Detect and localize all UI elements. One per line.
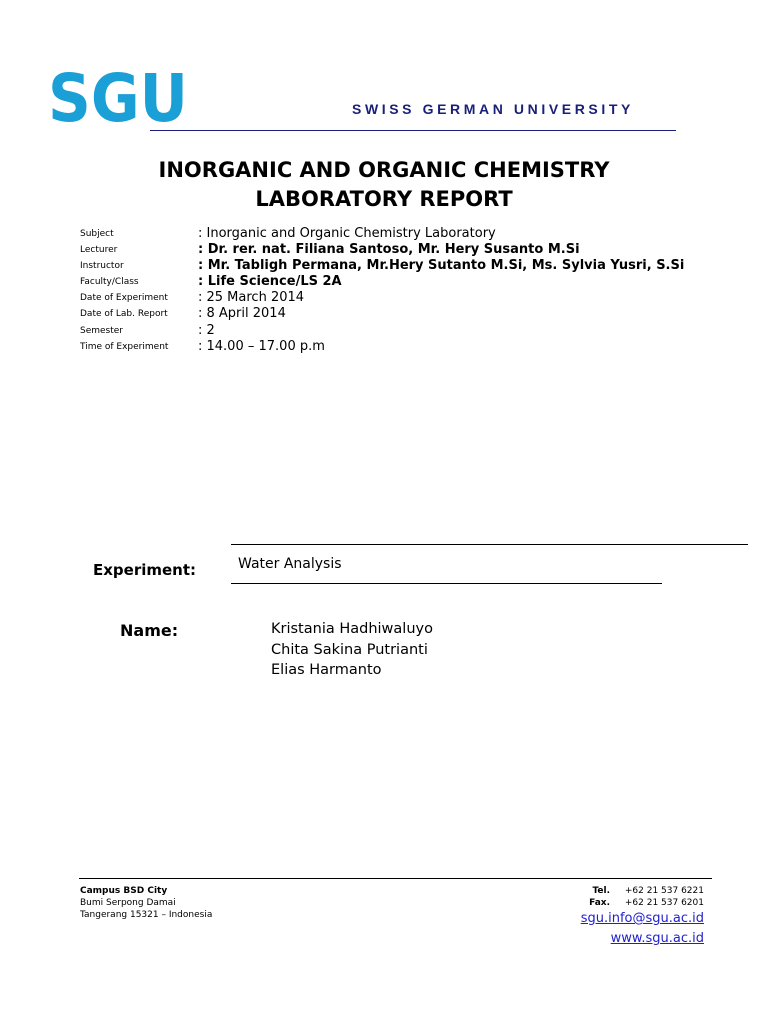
- name-list: [271, 619, 433, 681]
- footer-links: [520, 909, 704, 949]
- student-name: Elias Harmanto: [271, 662, 382, 678]
- fax-label: Fax.: [589, 898, 610, 908]
- info-value: : 8 April 2014: [198, 306, 286, 322]
- fax-row: [560, 897, 704, 909]
- logo-text: SGU: [48, 68, 188, 126]
- experiment-value: Water Analysis: [238, 556, 342, 572]
- report-title-line1: INORGANIC AND ORGANIC CHEMISTRY: [158, 158, 610, 182]
- info-label: Semester: [80, 325, 124, 336]
- info-label: Time of Experiment: [80, 341, 169, 352]
- sgu-logo: [48, 68, 190, 126]
- name-label: Name:: [120, 621, 179, 640]
- info-value: : Mr. Tabligh Permana, Mr.Hery Sutanto M.Si, Ms. Sylvia Yusri, S.Si: [198, 258, 685, 274]
- report-title-line2: LABORATORY REPORT: [255, 187, 513, 211]
- experiment-label: Experiment:: [93, 561, 197, 579]
- info-label: Date of Lab. Report: [80, 309, 168, 320]
- experiment-rule-top: [231, 544, 748, 545]
- report-title: [0, 156, 768, 214]
- info-value: : Dr. rer. nat. Filiana Santoso, Mr. Hery Susanto M.Si: [198, 242, 580, 258]
- contact-info: [560, 885, 704, 909]
- experiment-rule-bottom: [231, 583, 662, 584]
- student-name: Chita Sakina Putrianti: [271, 641, 428, 658]
- address-line2: Tangerang 15321 – Indonesia: [80, 910, 213, 920]
- info-value: : Life Science/LS 2A: [198, 274, 342, 290]
- info-value: : 14.00 – 17.00 p.m: [198, 338, 325, 354]
- info-label: Instructor: [80, 261, 124, 272]
- info-label: Lecturer: [80, 245, 118, 256]
- university-name: SWISS GERMAN UNIVERSITY: [352, 101, 634, 117]
- tel-number: +62 21 537 6221: [624, 886, 704, 896]
- campus-name: Campus BSD City: [80, 886, 168, 896]
- info-value: : Inorganic and Organic Chemistry Laboratory: [198, 226, 496, 241]
- info-label: Date of Experiment: [80, 293, 168, 304]
- email-link[interactable]: sgu.info@sgu.ac.id: [580, 911, 704, 926]
- header-divider: [150, 130, 676, 131]
- tel-row: [560, 885, 704, 897]
- tel-label: Tel.: [592, 886, 610, 896]
- info-label: Subject: [80, 229, 114, 239]
- campus-address: [80, 885, 212, 921]
- info-value: : 2: [198, 322, 215, 338]
- footer-divider: [79, 878, 712, 879]
- student-name: Kristania Hadhiwaluyo: [271, 621, 433, 637]
- info-value: : 25 March 2014: [198, 290, 305, 306]
- info-label: Faculty/Class: [80, 277, 139, 288]
- fax-number: +62 21 537 6201: [624, 898, 704, 908]
- address-line1: Bumi Serpong Damai: [80, 898, 176, 908]
- website-link[interactable]: www.sgu.ac.id: [610, 931, 704, 946]
